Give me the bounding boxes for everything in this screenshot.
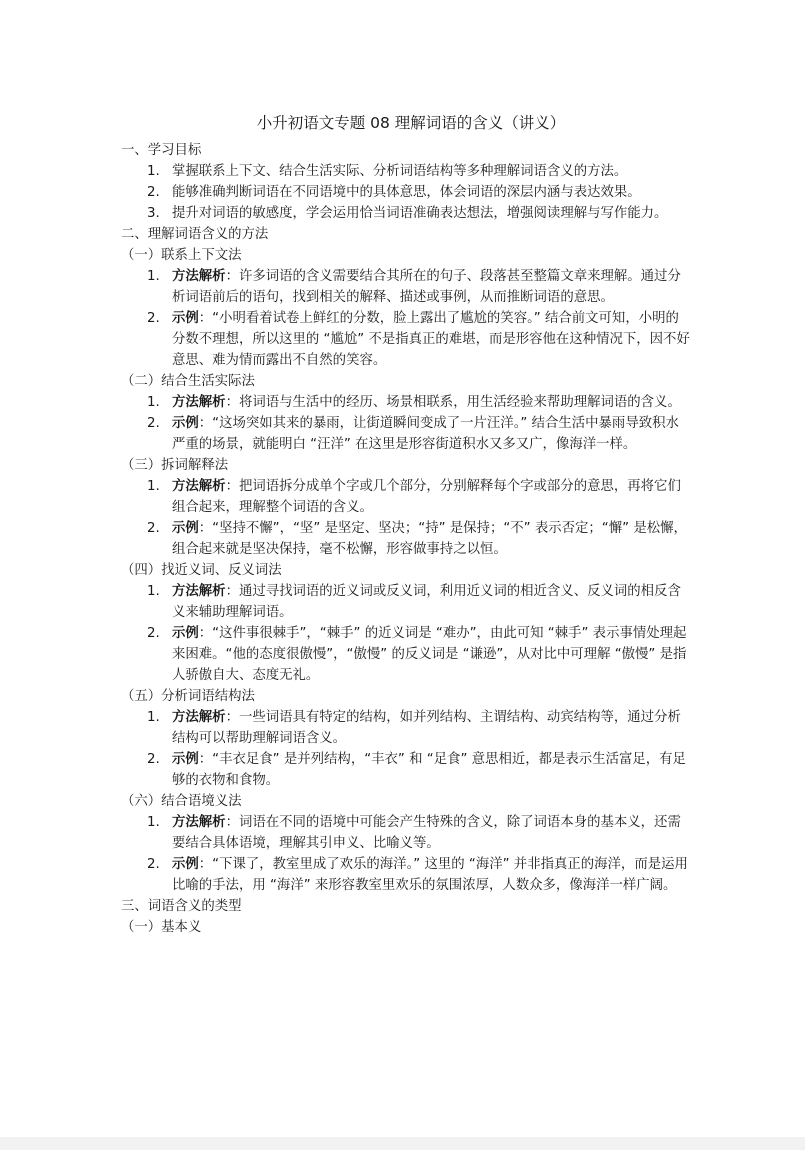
item-label: 示例	[172, 752, 199, 767]
item-text: ：“这场突如其来的暴雨，让街道瞬间变成了一片汪洋。” 结合生活中暴雨导致积水严重的场景，就能明白 “汪洋” 在这里是形容街道积水又多又广，像海洋一样。	[172, 416, 679, 452]
item-text: ：词语在不同的语境中可能会产生特殊的含义，除了词语本身的基本义，还需要结合具体语境，理解其引申义、比喻义等。	[172, 815, 681, 851]
item-number: 2.	[147, 857, 160, 872]
list-item	[121, 182, 691, 203]
goal-list	[121, 161, 691, 224]
section-heading: 三、词语含义的类型	[121, 899, 242, 914]
list-item	[121, 518, 691, 560]
item-number: 2.	[147, 185, 160, 200]
list-item	[121, 392, 691, 413]
item-number: 2.	[147, 752, 160, 767]
item-text: ：“坚持不懈”，“坚” 是坚定、坚决；“持” 是保持；“不” 表示否定；“懈” 是松懈，组合起来就是坚决保持，毫不松懈，形容做事持之以恒。	[172, 521, 687, 557]
item-text: 提升对词语的敏感度，学会运用恰当词语准确表达想法，增强阅读理解与写作能力。	[172, 206, 668, 221]
item-number: 1.	[147, 584, 160, 599]
item-text: ：通过寻找词语的近义词或反义词，利用近义词的相近含义、反义词的相反含义来辅助理解词语。	[172, 584, 681, 620]
section-heading: 二、理解词语含义的方法	[121, 227, 269, 242]
subsection-heading: （一）基本义	[121, 920, 202, 935]
item-number: 1.	[147, 710, 160, 725]
list-item	[121, 812, 691, 854]
item-text: ：将词语与生活中的经历、场景相联系，用生活经验来帮助理解词语的含义。	[225, 395, 681, 410]
list-item	[121, 476, 691, 518]
document-title: 小升初语文专题 08 理解词语的含义（讲义）	[256, 114, 566, 132]
item-text: ：“下课了，教室里成了欢乐的海洋。” 这里的 “海洋” 并非指真正的海洋，而是运用比喻的手法，用 “海洋” 来形容教室里欢乐的氛围浓厚，人数众多，像海洋一样广阔。	[172, 857, 688, 893]
method-heading: （三）拆词解释法	[121, 458, 229, 473]
item-number: 1.	[147, 164, 160, 179]
section-heading: 一、学习目标	[121, 143, 202, 158]
item-number: 1.	[147, 395, 160, 410]
list-item	[121, 203, 691, 224]
list-item	[121, 413, 691, 455]
list-item	[121, 623, 691, 686]
item-number: 2.	[147, 311, 160, 326]
item-label: 示例	[172, 311, 199, 326]
item-number: 1.	[147, 815, 160, 830]
item-text: ：“丰衣足食” 是并列结构，“丰衣” 和 “足食” 意思相近，都是表示生活富足，有足够的衣物和食物。	[172, 752, 686, 788]
list-item	[121, 749, 691, 791]
list-item	[121, 854, 691, 896]
method-heading: （一）联系上下文法	[121, 248, 242, 263]
item-text: 掌握联系上下文、结合生活实际、分析词语结构等多种理解词语含义的方法。	[172, 164, 628, 179]
item-label: 示例	[172, 521, 199, 536]
item-text: ：“小明看着试卷上鲜红的分数，脸上露出了尴尬的笑容。” 结合前文可知，小明的分数不理想，所以这里的 “尴尬” 不是指真正的难堪，而是形容他在这种情况下，因不好意思、难为情而露出不自然的笑容。	[172, 311, 690, 368]
list-item	[121, 707, 691, 749]
item-number: 2.	[147, 521, 160, 536]
method-heading: （五）分析词语结构法	[121, 689, 255, 704]
item-text: ：把词语拆分成单个字或几个部分，分别解释每个字或部分的意思，再将它们组合起来，理解整个词语的含义。	[172, 479, 681, 515]
item-text: 能够准确判断词语在不同语境中的具体意思，体会词语的深层内涵与表达效果。	[172, 185, 641, 200]
method-heading: （二）结合生活实际法	[121, 374, 255, 389]
item-text: ：“这件事很棘手”，“棘手” 的近义词是 “难办”，由此可知 “棘手” 表示事情处理起来困难。“他的态度很傲慢”，“傲慢” 的反义词是 “谦逊”，从对比中可理解 “傲慢” 是指人骄傲自大、态度无礼。	[172, 626, 687, 683]
item-label: 方法解析	[172, 479, 226, 494]
method-list	[121, 476, 691, 560]
method-list	[121, 581, 691, 686]
method-list	[121, 707, 691, 791]
item-label: 示例	[172, 416, 199, 431]
item-number: 1.	[147, 269, 160, 284]
list-item	[121, 161, 691, 182]
item-label: 示例	[172, 626, 199, 641]
item-label: 方法解析	[172, 584, 226, 599]
list-item	[121, 581, 691, 623]
method-list	[121, 392, 691, 455]
list-item	[121, 308, 691, 371]
method-heading: （六）结合语境义法	[121, 794, 242, 809]
document-content	[121, 110, 691, 938]
item-number: 1.	[147, 479, 160, 494]
item-text: ：许多词语的含义需要结合其所在的句子、段落甚至整篇文章来理解。通过分析词语前后的语句，找到相关的解释、描述或事例，从而推断词语的意思。	[172, 269, 681, 305]
item-number: 2.	[147, 416, 160, 431]
item-label: 方法解析	[172, 710, 226, 725]
item-label: 示例	[172, 857, 199, 872]
list-item	[121, 266, 691, 308]
method-list	[121, 266, 691, 371]
item-label: 方法解析	[172, 269, 226, 284]
item-label: 方法解析	[172, 395, 226, 410]
item-number: 2.	[147, 626, 160, 641]
method-heading: （四）找近义词、反义词法	[121, 563, 282, 578]
item-text: ：一些词语具有特定的结构，如并列结构、主谓结构、动宾结构等，通过分析结构可以帮助理解词语含义。	[172, 710, 681, 746]
method-list	[121, 812, 691, 896]
item-label: 方法解析	[172, 815, 226, 830]
item-number: 3.	[147, 206, 160, 221]
